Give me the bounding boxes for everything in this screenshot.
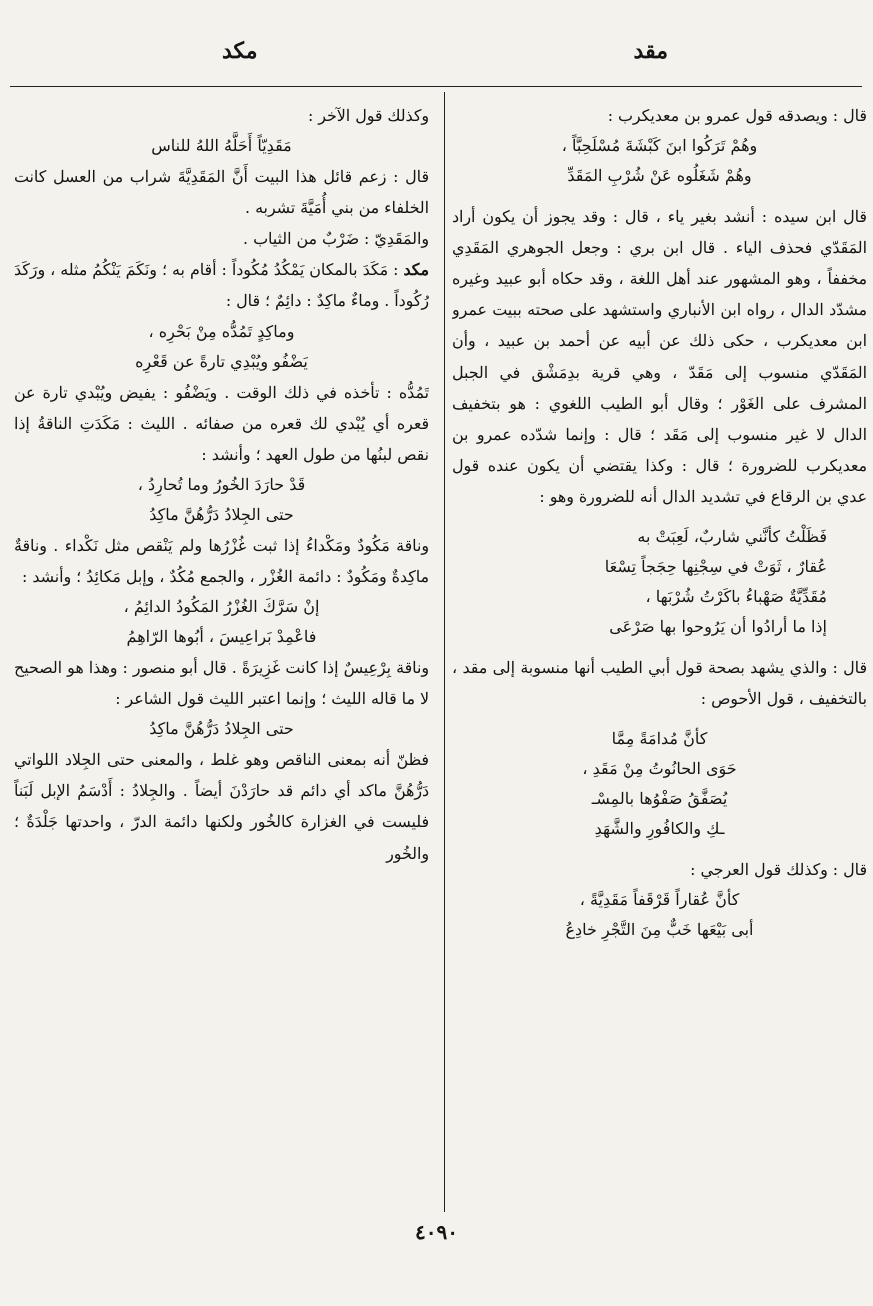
running-header-left: مكد [222,38,258,64]
verse-line: فاعْمِدْ بَراعِيسَ ، أبُوها الرّاهِمُ [126,627,317,647]
entry-paragraph [14,254,429,316]
paragraph: قال : وكذلك قول العرجي : [690,860,867,880]
verse-line: حتى الجِلادُ دَرُّهُنَّ ماكِدُ [149,719,294,739]
paragraph: قال ابن سيده : أنشد بغير ياء ، قال : وقد يجوز أن يكون أراد المَقَدّي فحذف الياء . قال ابن بري : وجعل الجوهري المَقَدِي مخففاً ، وهو المشهور عند أهل اللغة ، وقد حكاه أبو عبيد وغيره مشدّد الدال ، رواه ابن الأنباري واستشهد على صحته ببيت عمرو ابن معديكرب ، حكى ذلك عن أبيه عن أحمد بن عبيد ، وأن المَقَدّي منسوب إلى مَقَدّ ، وهي قرية بدِمَشْق في الجبل المشرف على الغَوْر ؛ وقال أبو الطيب اللغوي : هو بتخفيف الدال لا غير منسوب إلى مَقَد ؛ قال : وإنما شدّده عمرو بن معديكرب للضرورة ؛ قال : وكذا يقتضي أن يكون عنده قول عدي بن الرقاع في تشديد الدال أنه للضرورة وهو : [452,207,867,506]
verse-line: إذا ما أرادُوا أن يَرُوحوا بها صَرْعَى [609,617,827,637]
paragraph: قال : زعم قائل هذا البيت أَنَّ المَقَدِيَّةَ شراب من العسل كانت الخلفاء من بني أُمَيَّةَ تشربه . [14,167,429,218]
left-column [14,100,429,1210]
paragraph: وناقة بِرْعِيسٌ إذا كانت غَزِيرَةً . قال أبو منصور : وهذا هو الصحيح لا ما قاله الليث ؛ وإنما اعتبر الليث قول الشاعر : [14,658,429,709]
verse-line: عُقارٌ ، ثَوَتْ في سِجْنِها حِجَجاً تِسْعَا [604,557,827,577]
verse-line: وهُمْ تَرَكُوا ابنَ كَبْشَةَ مُسْلَحِبَّاً ، [561,136,758,156]
page-number: ٤٠٩٠ [415,1220,458,1244]
right-column [452,100,867,1210]
verse-line: قَدْ حارَدَ الخُورُ وما تُحارِدُ ، [137,474,306,494]
header-rule [10,86,862,87]
entry-definition: : مَكَدَ بالمكان يَمْكُدُ مُكُوداً : أقام به ؛ ونَكَمَ يَنْكُمُ مثله ، ورَكَدَ رُكُوداً . وماءٌ ماكِدٌ : دائِمٌ ؛ قال : [14,260,429,311]
verse-line: مُقَدِّيَّةٌ صَهْباءُ باكَرْتُ شُرْبَها ، [645,587,827,607]
verse-line: يَضْفُو ويُبْدِي تارةً عن قَعْرِه [135,351,308,371]
verse-line: مَقَدِيّاً أَحَلَّهُ اللهُ للناس [151,136,292,156]
verse-line: وماكِدٍ تَمُدُّه مِنْ بَحْرِه ، [148,321,295,341]
paragraph: فظنّ أنه بمعنى الناقص وهو غلط ، والمعنى حتى الجِلاد اللواتي دَرُّهُنَّ ماكد أي دائم قد حارَدْنَ أيضاً . والجِلادُ : أَدْسَمُ الإبل لَبَناً فليست في الغزارة كالخُور ولكنها دائمة الدرّ ، واحدتها جَلْدَةٌ ؛ والخُور [14,750,429,863]
running-header-right: مقد [633,38,668,64]
verse-line: حتى الجِلادُ دَرُّهُنَّ ماكِدُ [149,504,294,524]
verse-line: حَوَى الحانُوتُ مِنْ مَقَدِ ، [582,759,737,779]
verse-line: فَظَلْتُ كأنَّني شاربٌ، لَعِبَتْ به [637,527,827,547]
paragraph: وكذلك قول الآخر : [307,106,429,125]
verse-line: ـكِ والكافُورِ والشَّهَدِ [594,819,725,839]
verse-line: كأنَّ مُدامَةً مِمَّا [611,729,708,749]
column-divider [444,92,445,1212]
verse-line: إنْ سَرَّكَ الغُزْرُ المَكُودُ الدائِمُ ، [123,597,320,617]
paragraph: وناقة مَكُودٌ ومَكْداءُ إذا ثبت غُزْرُها ولم يَنْقص مثل نَكْداء . وناقةٌ ماكِدةٌ ومَكُودٌ : دائمة الغُزْر ، والجمع مُكُدٌ ، وإبل مَكائِدُ ؛ وأنشد : [14,535,429,586]
verse-line: يُصَفَّقُ صَفْوُها بالمِسْـ [591,789,728,809]
verse-line: وهُمْ شَغَلُوه عَنْ شُرْبِ المَقَدِّ [567,166,752,186]
paragraph: قال : ويصدقه قول عمرو بن معديكرب : [607,106,867,125]
verse-line: أبى بَيْعَها خَبٌّ مِنَ التَّجْرِ خادِعُ [565,920,754,940]
paragraph: قال : والذي يشهد بصحة قول أبي الطيب أنها منسوبة إلى مقد ، بالتخفيف ، قول الأحوص : [452,658,867,709]
paragraph: والمَقَدِيّ : ضَرْبٌ من الثياب . [243,229,429,249]
paragraph: تَمُدُّه : تأخذه في ذلك الوقت . ويَضْفُو : يفيض ويُبْدي تارة عن قعره أي يُبْدي لك قعره من صفائه . الليث : مَكَدَتِ الناقةُ إذا نقص لبنُها من طول العهد ؛ وأنشد : [14,382,429,464]
entry-headword: مكد [403,260,429,280]
verse-line: كأنَّ عُقاراً قَرْقَفاً مَقَدِيَّةً ، [579,890,740,910]
